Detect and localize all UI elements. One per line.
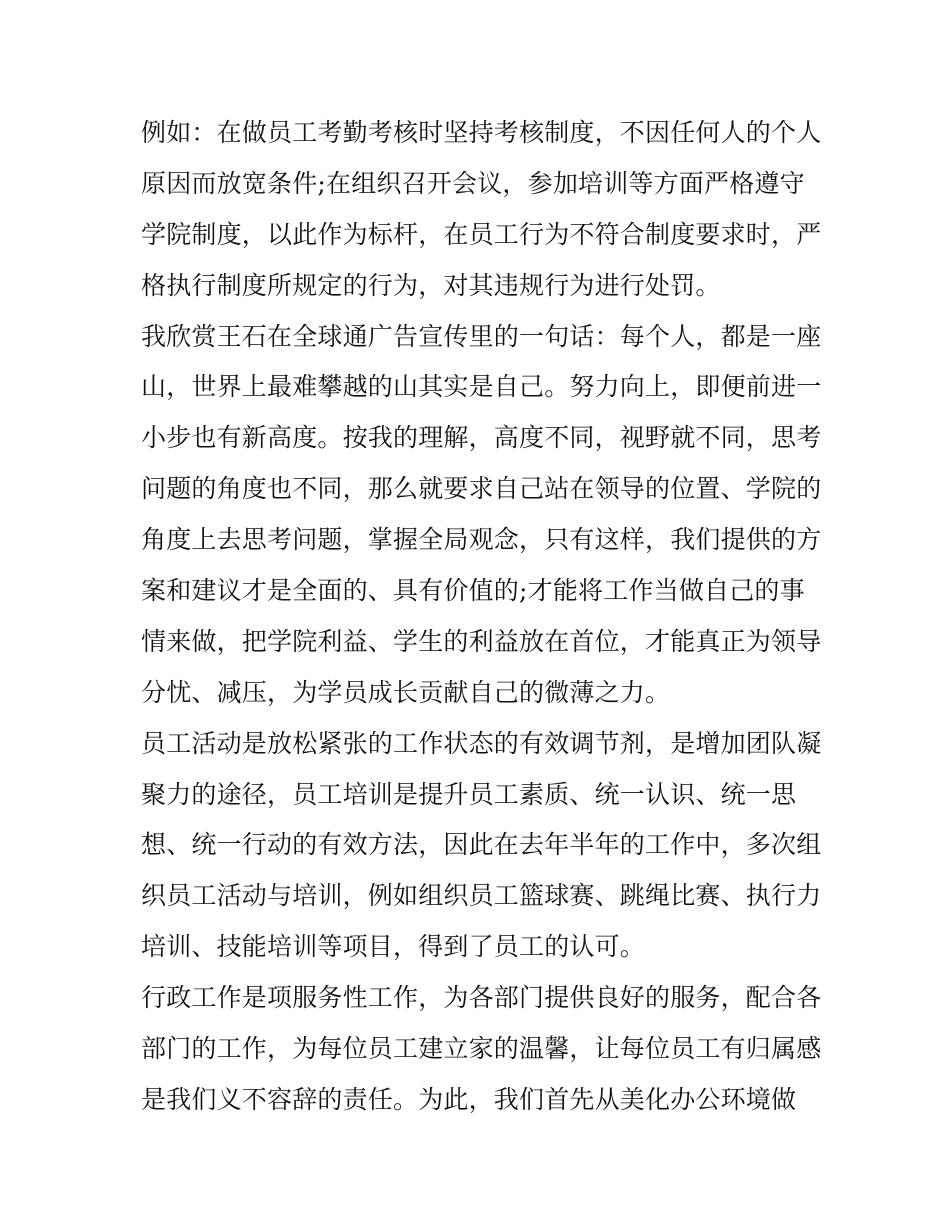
document-body	[141, 108, 821, 1126]
text-line: 山，世界上最难攀越的山其实是自己。努力向上，即便前进一	[141, 372, 822, 402]
text-line: 分忧、减压，为学员成长贡献自己的微薄之力。	[141, 677, 671, 707]
text-line: 格执行制度所规定的行为，对其违规行为进行处罚。	[141, 270, 721, 300]
text-line: 小步也有新高度。按我的理解，高度不同，视野就不同，思考	[141, 423, 822, 453]
text-line: 员工活动是放松紧张的工作状态的有效调节剂，是增加团队凝	[141, 728, 822, 758]
text-line: 案和建议才是全面的、具有价值的;才能将工作当做自己的事	[141, 576, 805, 606]
text-line: 是我们义不容辞的责任。为此，我们首先从美化办公环境做	[141, 1084, 797, 1114]
text-line: 织员工活动与培训，例如组织员工篮球赛、跳绳比赛、执行力	[141, 881, 822, 911]
text-line: 角度上去思考问题，掌握全局观念，只有这样，我们提供的方	[141, 525, 822, 555]
text-line: 聚力的途径，员工培训是提升员工素质、统一认识、统一思	[141, 779, 797, 809]
text-line: 想、统一行动的有效方法，因此在去年半年的工作中，多次组	[141, 830, 822, 860]
text-line: 问题的角度也不同，那么就要求自己站在领导的位置、学院的	[141, 474, 822, 504]
text-line: 情来做，把学院利益、学生的利益放在首位，才能真正为领导	[141, 626, 822, 656]
text-line: 例如：在做员工考勤考核时坚持考核制度，不因任何人的个人	[141, 118, 822, 147]
text-line: 培训、技能培训等项目，得到了员工的认可。	[141, 932, 646, 962]
text-line: 行政工作是项服务性工作，为各部门提供良好的服务，配合各	[141, 983, 822, 1013]
text-line: 部门的工作，为每位员工建立家的温馨，让每位员工有归属感	[141, 1034, 822, 1064]
text-line: 原因而放宽条件;在组织召开会议，参加培训等方面严格遵守	[141, 168, 805, 198]
text-line: 我欣赏王石在全球通广告宣传里的一句话：每个人，都是一座	[141, 321, 822, 351]
text-line: 学院制度，以此作为标杆，在员工行为不符合制度要求时，严	[141, 219, 822, 249]
